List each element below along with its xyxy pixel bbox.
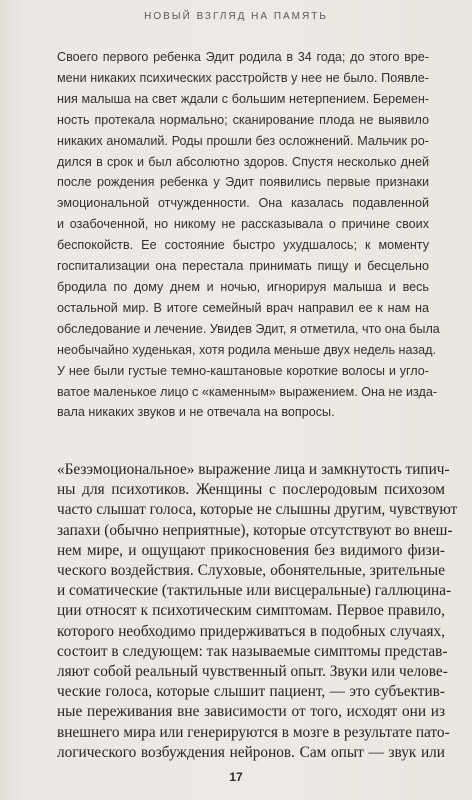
body-line: логического возбуждения нейронов. Сам опыт — звук или [57,743,445,761]
case-line: У нее были густые темно-каштановые короткие волосы и угло- [57,363,429,378]
case-line: никаких аномалий. Роды прошли без осложнений. Мальчик ро- [57,133,429,148]
main-text-paragraph [57,460,458,763]
body-line: ческого воздействия. Слуховые, обонятельные, зрительные [57,562,445,580]
body-line: часто слышат голоса, которые не слышны другим, чувствуют [57,501,458,519]
body-line: ции относят к психотическим симптомам. Первое правило, [57,602,445,620]
body-line: ческие голоса, которые слышит пациент, — это субъектив- [57,683,445,701]
page-number: 17 [229,770,243,784]
case-line: и озабоченной, но никому не рассказывала о причине своих [57,217,429,232]
running-header: НОВЫЙ ВЗГЛЯД НА ПАМЯТЬ [144,11,328,22]
case-line: обследование и лечение. Увидев Эдит, я отметила, что она была [57,321,440,336]
case-line: ность протекала нормально; сканирование плода не выявило [57,112,429,127]
body-line: состоит в следующем: так называемые симптомы представ- [57,642,448,660]
case-line: дился в срок и был абсолютно здоров. Спустя несколько дней [57,154,429,169]
case-line: бродила по дому днем и ночью, игнорируя малыша и весь [57,279,429,294]
case-study-paragraph [57,47,440,423]
case-line: ватое маленькое лицо с «каменным» выражением. Она не изда- [57,384,438,399]
case-line: эмоциональной отчужденности. Она казалась подавленной [57,196,429,211]
body-line: ны для психотиков. Женщины с послеродовым психозом [57,481,445,499]
body-line: ляют собой реальный чувственный опыт. Звуки или челове- [57,663,448,681]
case-line: необычайно худенькая, хотя родила меньше двух недель назад. [57,342,436,357]
body-line: и соматические (тактильные или висцеральные) галлюцина- [57,582,452,600]
case-line: Своего первого ребенка Эдит родила в 34 года; до этого вре- [57,50,429,64]
body-line: «Безэмоциональное» выражение лица и замкнутость типич- [57,461,450,478]
case-line: беспокойств. Ее состояние быстро ухудшалось; к моменту [57,238,429,253]
case-line: ния малыша на свет ждали с большим нетерпением. Беремен- [57,91,429,106]
body-line: ные переживания вне зависимости от того, исходят они из [57,703,445,721]
body-line: которого необходимо придерживаться в подобных случаях, [57,622,445,640]
case-line: после рождения ребенка у Эдит появились первые признаки [57,175,429,190]
body-line: внешнего мира или генерируются в мозге в результате пато- [57,723,450,741]
case-line: мени никаких психических расстройств у нее не было. Появле- [57,70,429,85]
body-line: нем мире, и ощущают прикосновения без видимого физи- [57,541,445,559]
body-line: запахи (обычно неприятные), которые отсутствуют во внеш- [57,521,453,539]
case-line: вала никаких звуков и не отвечала на вопросы. [57,405,335,420]
case-line: остальной мир. В итоге семейный врач направил ее к нам на [57,300,429,315]
case-line: госпитализации она перестала принимать пищу и бесцельно [57,259,429,274]
